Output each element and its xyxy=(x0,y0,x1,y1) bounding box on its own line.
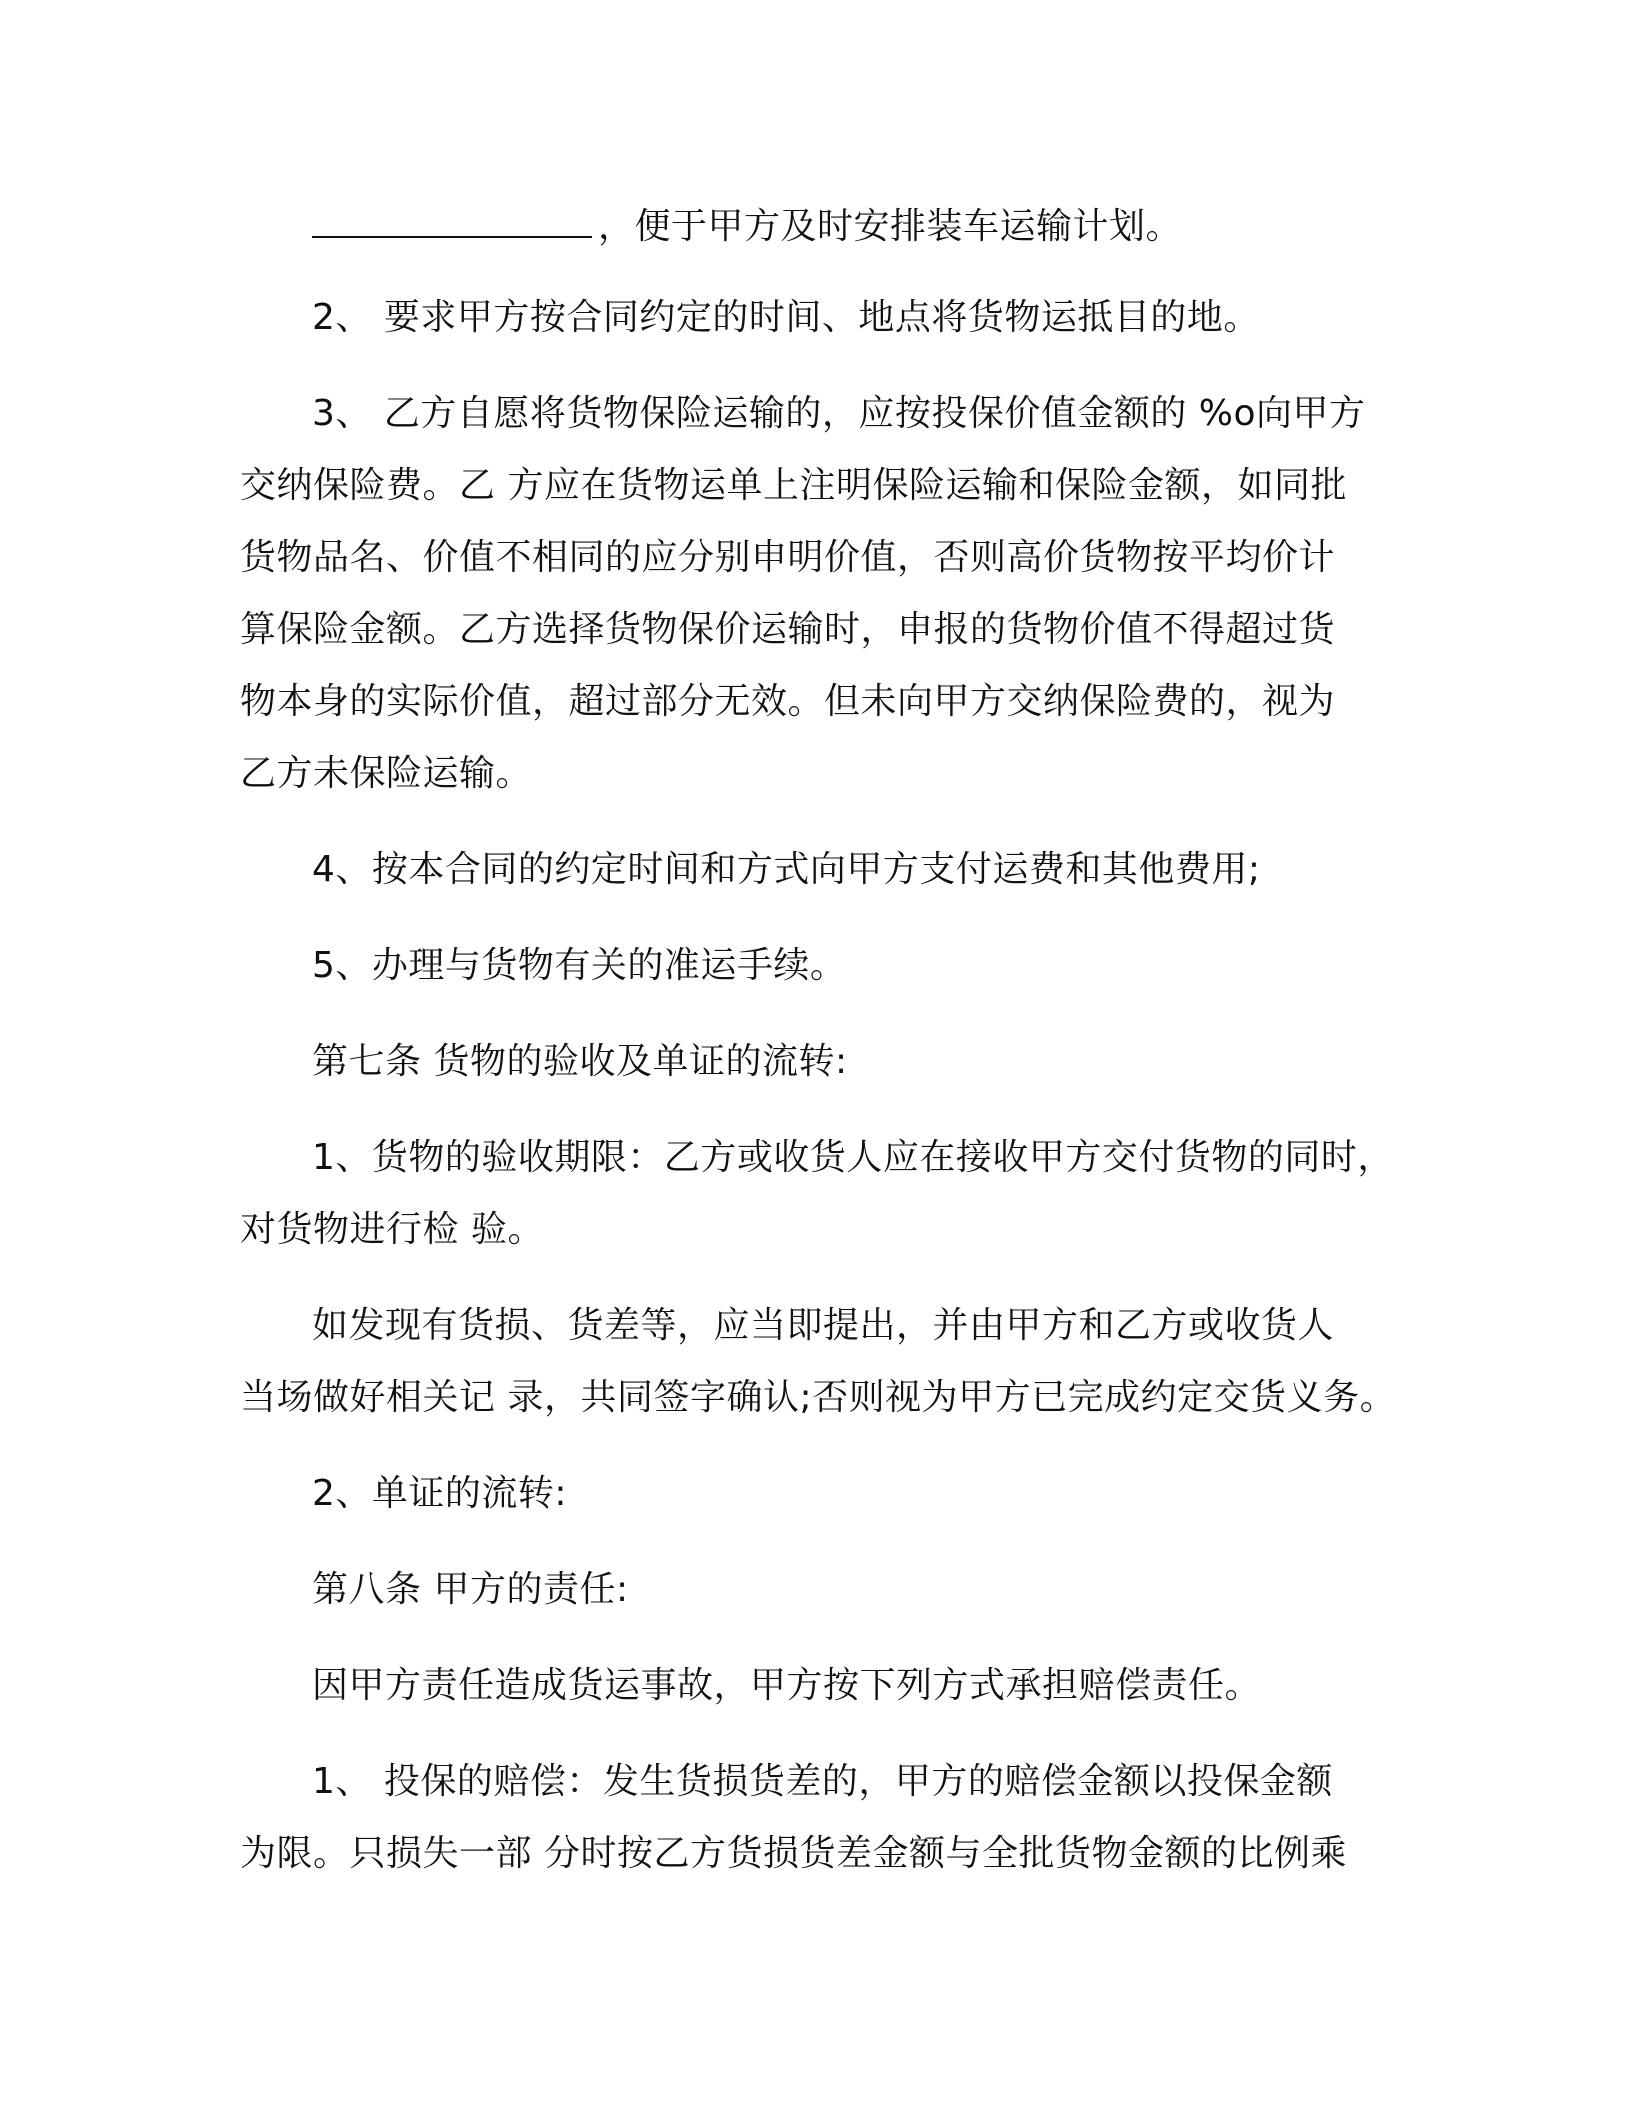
doc-line-20: 为限。只损失一部 分时按乙方货损货差金额与全批货物金额的比例乘 xyxy=(240,1833,1347,1874)
doc-line-6: 算保险金额。乙方选择货物保价运输时，申报的货物价值不得超过货 xyxy=(240,609,1336,650)
doc-line-3: 3、 乙方自愿将货物保险运输的，应按投保价值金额的 %o向甲方 xyxy=(312,393,1366,434)
doc-line-5: 货物品名、价值不相同的应分别申明价值，否则高价货物按平均价计 xyxy=(240,537,1336,578)
doc-line-10: 5、办理与货物有关的准运手续。 xyxy=(312,945,847,986)
doc-line-16: 2、单证的流转: xyxy=(312,1473,568,1514)
doc-line-9: 4、按本合同的约定时间和方式向甲方支付运费和其他费用; xyxy=(312,849,1261,890)
doc-line-12: 1、货物的验收期限：乙方或收货人应在接收甲方交付货物的同时， xyxy=(312,1137,1394,1178)
doc-line-13: 对货物进行检 验。 xyxy=(240,1209,544,1250)
doc-line-14: 如发现有货损、货差等，应当即提出，并由甲方和乙方或收货人 xyxy=(312,1305,1335,1346)
doc-line-7: 物本身的实际价值，超过部分无效。但未向甲方交纳保险费的，视为 xyxy=(240,681,1336,722)
doc-line-1 xyxy=(312,202,1182,249)
doc-line-4: 交纳保险费。乙 方应在货物运单上注明保险运输和保险金额，如同批 xyxy=(240,465,1347,506)
doc-line-18: 因甲方责任造成货运事故，甲方按下列方式承担赔偿责任。 xyxy=(312,1665,1262,1706)
fill-in-blank xyxy=(312,202,592,238)
doc-line-17: 第八条 甲方的责任: xyxy=(312,1569,629,1610)
doc-line-15: 当场做好相关记 录，共同签字确认;否则视为甲方已完成约定交货义务。 xyxy=(240,1377,1397,1418)
doc-line-2: 2、 要求甲方按合同约定的时间、地点将货物运抵目的地。 xyxy=(312,297,1260,338)
doc-line-11: 第七条 货物的验收及单证的流转: xyxy=(312,1041,848,1082)
doc-line-19: 1、 投保的赔偿：发生货损货差的，甲方的赔偿金额以投保金额 xyxy=(312,1761,1333,1802)
doc-line-8: 乙方未保险运输。 xyxy=(240,753,533,794)
doc-line-1-text: ，便于甲方及时安排装车运输计划。 xyxy=(598,206,1183,247)
